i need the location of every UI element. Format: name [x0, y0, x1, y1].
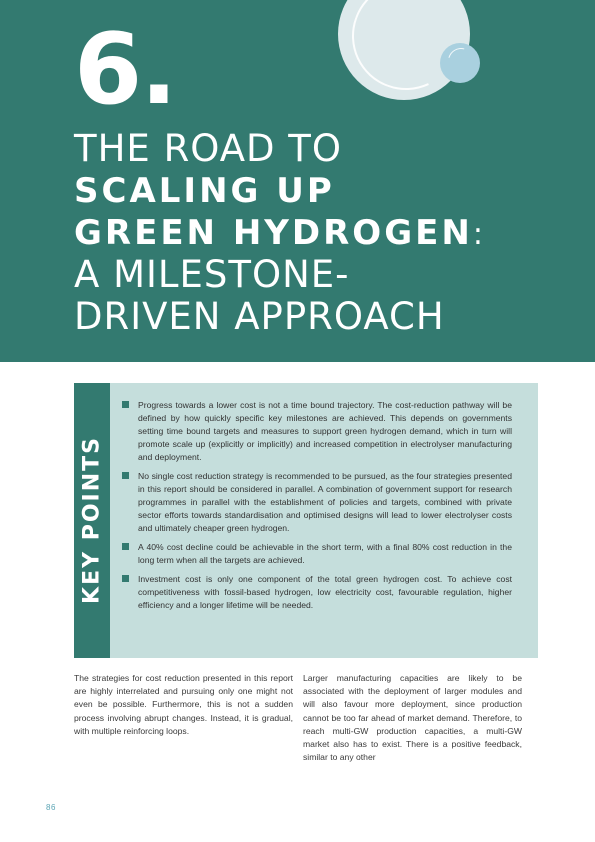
square-bullet-icon	[122, 401, 129, 408]
title-line-4: A MILESTONE-	[74, 253, 350, 296]
body-column-right: Larger manufacturing capacities are likely to be associated with the deployment of larger modules and will also favour more deployment, since production cannot be too far ahead of market demand. Therefore, to reach multi-GW production capacities, a multi-GW market also has to exist. There is a positive feedback, similar to any other	[303, 673, 522, 763]
key-points-label: KEY POINTS	[79, 436, 105, 604]
title-line-2: SCALING UP	[74, 171, 335, 211]
key-points-label-wrap	[74, 383, 110, 658]
key-point-text: Investment cost is only one component of the total green hydrogen cost. To achieve cost competitiveness with fossil-based hydrogen, low electricity cost, favourable regulation, higher efficiency and a longer lifetime will be needed.	[138, 574, 512, 610]
chapter-header	[0, 0, 595, 362]
key-point-text: A 40% cost decline could be achievable in the short term, with a final 80% cost reduction in the long term when all the targets are achieved.	[138, 542, 512, 565]
key-point-item	[138, 573, 512, 612]
title-line-5: DRIVEN APPROACH	[74, 295, 445, 338]
key-point-item	[138, 541, 512, 567]
square-bullet-icon	[122, 543, 129, 550]
key-points-box	[74, 383, 538, 658]
body-column-left: The strategies for cost reduction presented in this report are highly interrelated and pursuing only one might not even be possible. Furthermore, this is not a sudden process involving abrupt changes. Instead, it is gradual, with multiple reinforcing loops.	[74, 673, 293, 736]
key-points-list	[138, 399, 512, 618]
square-bullet-icon	[122, 575, 129, 582]
chapter-number: 6.	[74, 13, 176, 127]
key-point-text: No single cost reduction strategy is recommended to be pursued, as the four strategies presented in this report should be considered in parallel. A combination of government support for research programmes in parallel with the establishment of policies and targets, combined with private sector efforts towards standardisation and optimised designs will lead to lower electrolyser costs and ultimately cheaper green hydrogen.	[138, 471, 512, 533]
key-point-text: Progress towards a lower cost is not a time bound trajectory. The cost-reduction pathway will be defined by how quickly specific key milestones are achieved. This depends on governments setting time bound targets and measures to support green hydrogen demand, which in turn will promote scale up (explicitly or implicitly) and increased competition in electrolyser manufacturing and deployment.	[138, 400, 512, 462]
title-line-2-wrap	[74, 170, 483, 212]
key-point-item	[138, 399, 512, 464]
page-number: 86	[46, 803, 56, 812]
title-line-3-wrap	[74, 212, 483, 254]
chapter-title	[74, 128, 483, 338]
key-point-item	[138, 470, 512, 535]
title-line-3: GREEN HYDROGEN	[74, 213, 473, 253]
square-bullet-icon	[122, 472, 129, 479]
title-line-1: THE ROAD TO	[74, 127, 343, 170]
title-colon: :	[472, 217, 483, 252]
